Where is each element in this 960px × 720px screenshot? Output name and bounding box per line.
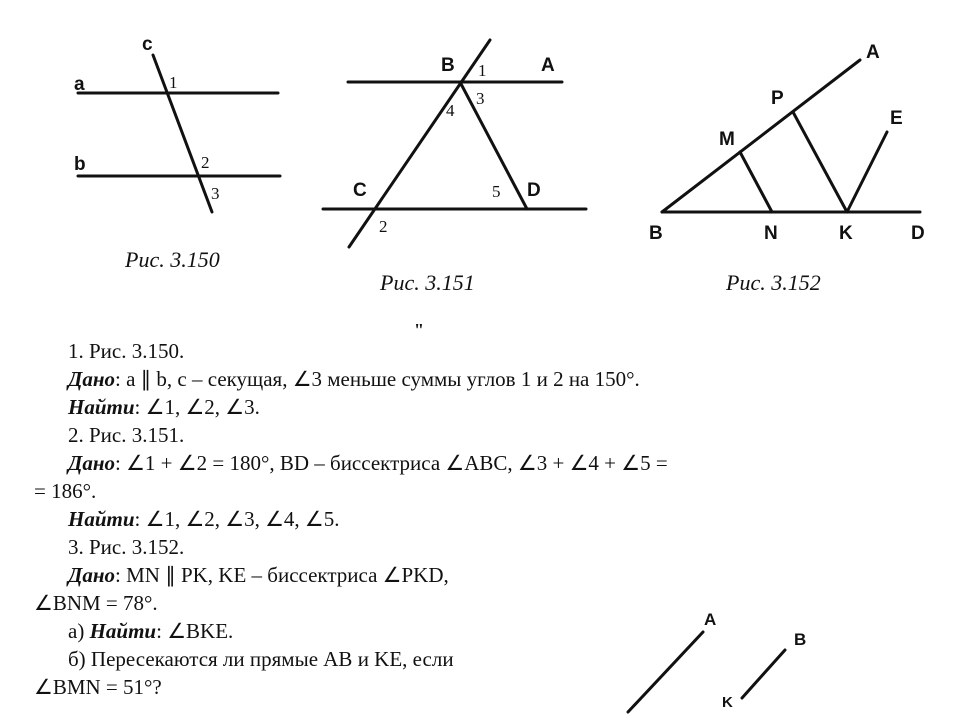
label-B: B bbox=[794, 630, 807, 649]
figure-3-152 bbox=[649, 42, 925, 295]
figure-3-150 bbox=[74, 34, 280, 272]
transversal-c bbox=[153, 55, 212, 212]
label-B: B bbox=[649, 223, 663, 244]
part-a-prefix: а) bbox=[68, 619, 90, 643]
label-B: B bbox=[441, 55, 455, 76]
problem-2-find bbox=[68, 507, 340, 532]
problem-1-title: 1. Рис. 3.150. bbox=[68, 339, 185, 363]
find-text: : ∠1, ∠2, ∠3, ∠4, ∠5. bbox=[134, 507, 340, 531]
label-K: K bbox=[722, 694, 733, 711]
find-text: : ∠1, ∠2, ∠3. bbox=[134, 395, 260, 419]
given-label: Дано bbox=[68, 451, 116, 475]
problem-3-part-b: б) Пересекаются ли прямые AB и KE, если bbox=[68, 647, 454, 671]
figure-partial-bottom bbox=[628, 610, 806, 712]
find-label: Найти bbox=[68, 395, 135, 419]
given-text: : ∠1 + ∠2 = 180°, BD – биссектриса ∠ABC, ∠3 + ∠4 + ∠5 = bbox=[115, 451, 668, 475]
line-through-b-c bbox=[349, 40, 490, 247]
label-c: c bbox=[142, 34, 153, 55]
label-angle-4: 4 bbox=[446, 101, 455, 120]
segment-pk bbox=[793, 112, 847, 212]
problem-2-title: 2. Рис. 3.151. bbox=[68, 423, 185, 447]
label-angle-3: 3 bbox=[476, 89, 485, 108]
label-K: K bbox=[839, 223, 853, 244]
label-A: A bbox=[866, 42, 880, 63]
caption-fig-3-151: Рис. 3.151 bbox=[380, 270, 475, 295]
caption-fig-3-150: Рис. 3.150 bbox=[125, 247, 220, 272]
problem-3-part-b-cont: ∠BMN = 51°? bbox=[34, 675, 162, 699]
problem-1-given bbox=[68, 367, 640, 392]
label-E: E bbox=[890, 108, 903, 129]
label-a: a bbox=[74, 74, 85, 95]
stray-mark: " bbox=[414, 320, 424, 340]
segment-mn bbox=[740, 152, 772, 212]
label-N: N bbox=[764, 223, 778, 244]
label-angle-1: 1 bbox=[169, 73, 178, 92]
given-text: : a ∥ b, c – секущая, ∠3 меньше суммы углов 1 и 2 на 150°. bbox=[115, 367, 640, 391]
line-a-partial bbox=[628, 632, 703, 712]
label-b: b bbox=[74, 154, 86, 175]
problem-2-given bbox=[68, 451, 668, 476]
label-angle-2: 2 bbox=[201, 153, 210, 172]
find-label: Найти bbox=[89, 619, 157, 643]
problem-3-given-cont: ∠BNM = 78°. bbox=[34, 591, 158, 615]
label-M: M bbox=[719, 129, 735, 150]
caption-fig-3-152: Рис. 3.152 bbox=[726, 270, 821, 295]
label-angle-2: 2 bbox=[379, 217, 388, 236]
problem-2-given-cont: = 186°. bbox=[34, 479, 97, 503]
problem-3-title: 3. Рис. 3.152. bbox=[68, 535, 185, 559]
label-P: P bbox=[771, 88, 784, 109]
given-text: : MN ∥ PK, KE – биссектриса ∠PKD, bbox=[115, 563, 449, 587]
given-label: Дано bbox=[68, 563, 116, 587]
part-a-text: : ∠BKE. bbox=[156, 619, 234, 643]
line-b-partial bbox=[742, 650, 785, 698]
label-angle-3: 3 bbox=[211, 184, 220, 203]
label-D: D bbox=[527, 180, 541, 201]
problem-3-part-a bbox=[68, 619, 233, 644]
ray-ke bbox=[847, 132, 887, 212]
label-angle-5: 5 bbox=[492, 182, 501, 201]
given-label: Дано bbox=[68, 367, 116, 391]
problem-3-given bbox=[68, 563, 449, 588]
find-label: Найти bbox=[68, 507, 135, 531]
label-A: A bbox=[541, 55, 555, 76]
figure-3-151 bbox=[323, 40, 586, 295]
label-D: D bbox=[911, 223, 925, 244]
label-A: A bbox=[704, 610, 717, 629]
label-angle-1: 1 bbox=[478, 61, 487, 80]
label-C: C bbox=[353, 180, 367, 201]
problem-1-find bbox=[68, 395, 260, 420]
